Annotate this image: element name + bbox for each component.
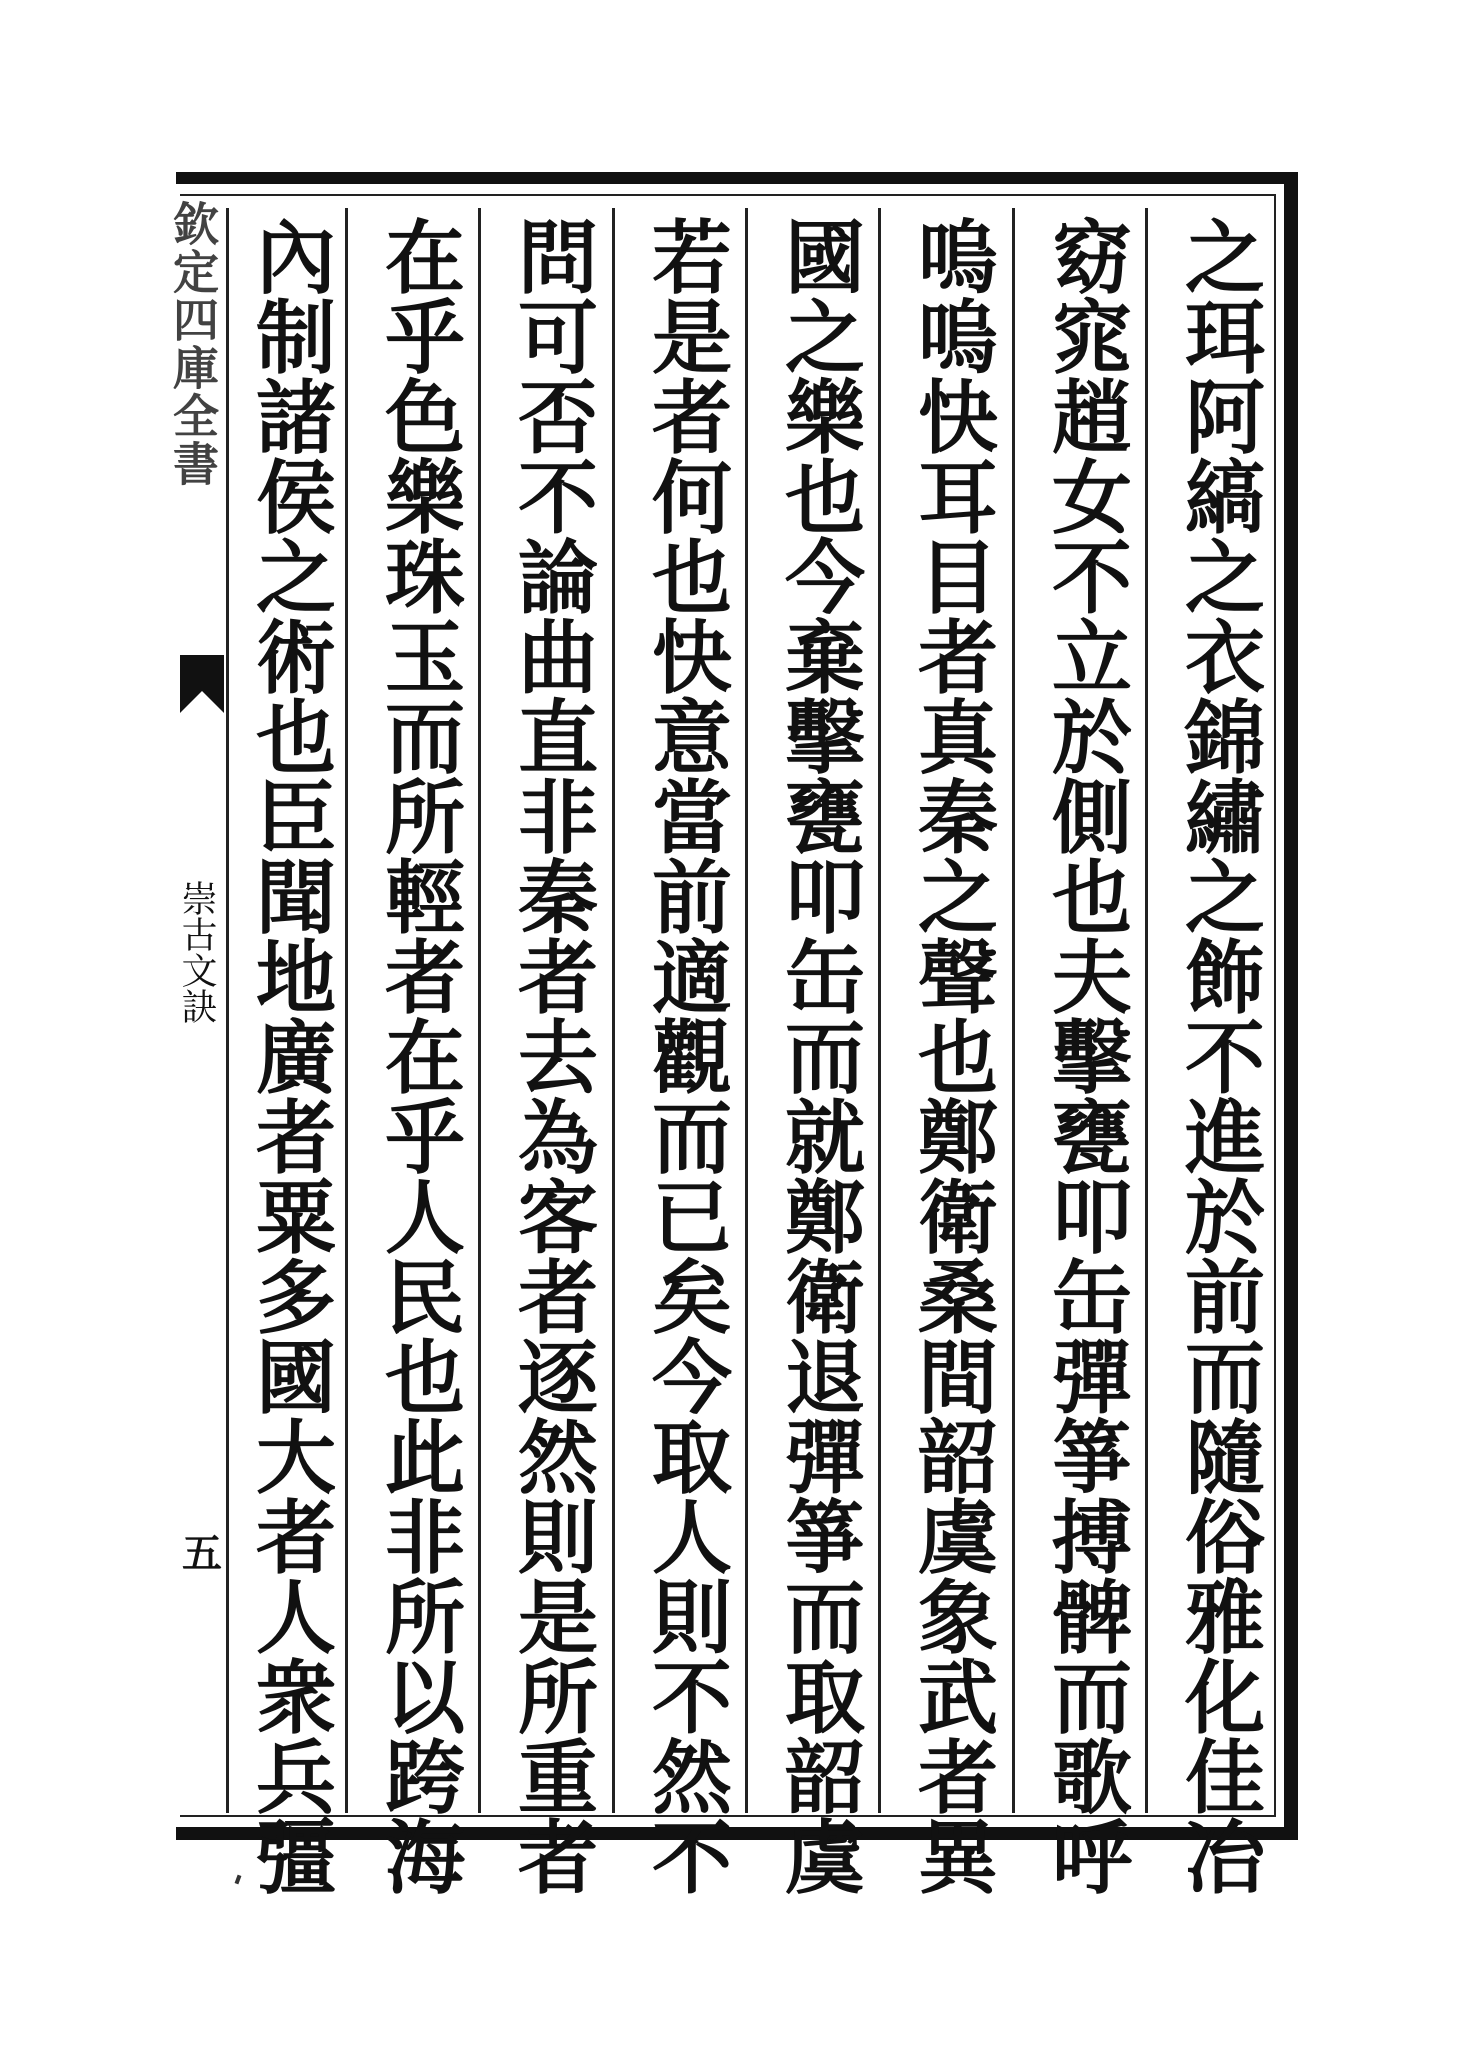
glyph: 樂	[785, 371, 865, 465]
glyph: 箏	[1052, 1411, 1132, 1505]
glyph: 者	[256, 1091, 336, 1185]
glyph: 人	[256, 1571, 336, 1665]
glyph: 前	[1185, 1251, 1265, 1345]
glyph: 趙	[1052, 371, 1132, 465]
glyph: 俗	[1185, 1491, 1265, 1585]
glyph: 人	[652, 1491, 732, 1585]
glyph: 快	[918, 371, 998, 465]
glyph: 搏	[1052, 1491, 1132, 1585]
glyph: 以	[385, 1651, 465, 1745]
glyph: 彈	[785, 1411, 865, 1505]
glyph: 者	[518, 1251, 598, 1345]
glyph: 隨	[1185, 1411, 1265, 1505]
glyph: 此	[385, 1411, 465, 1505]
glyph: 飾	[1185, 931, 1265, 1025]
glyph: 叩	[785, 851, 865, 945]
glyph: 不	[1185, 1011, 1265, 1105]
glyph: 耳	[918, 451, 998, 545]
glyph: 而	[785, 1571, 865, 1665]
glyph: 去	[518, 1011, 598, 1105]
glyph: 鄭	[918, 1091, 998, 1185]
glyph: 輕	[385, 851, 465, 945]
glyph: 矣	[652, 1251, 732, 1345]
glyph: 不	[652, 1651, 732, 1745]
glyph: 廣	[256, 1011, 336, 1105]
glyph: 嗚	[918, 291, 998, 385]
glyph: 夫	[1052, 931, 1132, 1025]
glyph: 也	[385, 1331, 465, 1425]
glyph: 不	[652, 1811, 732, 1905]
glyph: 聞	[256, 851, 336, 945]
glyph: 桑	[918, 1251, 998, 1345]
glyph: 箏	[785, 1491, 865, 1585]
glyph: 就	[785, 1091, 865, 1185]
text-column	[498, 211, 618, 1905]
glyph: 則	[518, 1491, 598, 1585]
glyph: 目	[918, 531, 998, 625]
glyph: 今	[785, 531, 865, 625]
glyph: 雅	[1185, 1571, 1265, 1665]
glyph: 衣	[1185, 611, 1265, 705]
glyph: 擊	[1052, 1011, 1132, 1105]
glyph: 術	[256, 611, 336, 705]
glyph: 樂	[385, 451, 465, 545]
glyph: 之	[1185, 851, 1265, 945]
glyph: 所	[518, 1651, 598, 1745]
glyph: 者	[256, 1491, 336, 1585]
glyph: 問	[518, 211, 598, 305]
book-title: 欽定四庫全書	[166, 200, 220, 488]
glyph: 真	[918, 691, 998, 785]
glyph: 所	[385, 771, 465, 865]
glyph: 也	[918, 1011, 998, 1105]
glyph: 於	[1052, 691, 1132, 785]
glyph: 縞	[1185, 451, 1265, 545]
glyph: 武	[918, 1651, 998, 1745]
glyph: 之	[918, 851, 998, 945]
glyph: 觀	[652, 1011, 732, 1105]
glyph: 乎	[385, 1091, 465, 1185]
glyph: 也	[785, 451, 865, 545]
column-rule	[226, 208, 229, 1813]
glyph: 然	[518, 1411, 598, 1505]
glyph: 窈	[1052, 211, 1132, 305]
glyph: 曲	[518, 611, 598, 705]
glyph: 彊	[256, 1811, 336, 1905]
glyph: 側	[1052, 771, 1132, 865]
glyph: 者	[918, 611, 998, 705]
page-number: 五	[182, 1530, 222, 1577]
glyph: 進	[1185, 1091, 1265, 1185]
glyph: 意	[652, 691, 732, 785]
glyph: 髀	[1052, 1571, 1132, 1665]
glyph: 立	[1052, 611, 1132, 705]
glyph: 粟	[256, 1171, 336, 1265]
glyph: 不	[518, 451, 598, 545]
glyph: 之	[785, 291, 865, 385]
text-column	[765, 211, 885, 1905]
glyph: 人	[385, 1171, 465, 1265]
glyph: 虞	[918, 1491, 998, 1585]
glyph: 呼	[1052, 1811, 1132, 1905]
glyph: 諸	[256, 371, 336, 465]
glyph: 間	[918, 1331, 998, 1425]
glyph: 已	[652, 1171, 732, 1265]
glyph: 乎	[385, 291, 465, 385]
glyph: 取	[785, 1651, 865, 1745]
glyph: 制	[256, 291, 336, 385]
text-column	[1165, 211, 1285, 1905]
glyph: 直	[518, 691, 598, 785]
glyph: 內	[256, 211, 336, 305]
glyph: 當	[652, 771, 732, 865]
glyph: 為	[518, 1091, 598, 1185]
ink-speck	[235, 1875, 242, 1885]
glyph: 衛	[785, 1251, 865, 1345]
glyph: 而	[652, 1091, 732, 1185]
glyph: 者	[385, 931, 465, 1025]
glyph: 多	[256, 1251, 336, 1345]
glyph: 也	[652, 531, 732, 625]
glyph: 非	[518, 771, 598, 865]
text-column	[1032, 211, 1152, 1905]
glyph: 叩	[1052, 1171, 1132, 1265]
glyph: 重	[518, 1731, 598, 1825]
glyph: 甕	[785, 771, 865, 865]
glyph: 棄	[785, 611, 865, 705]
glyph: 彈	[1052, 1331, 1132, 1425]
glyph: 象	[918, 1571, 998, 1665]
glyph: 色	[385, 371, 465, 465]
glyph: 而	[1052, 1651, 1132, 1745]
glyph: 缶	[785, 931, 865, 1025]
glyph: 者	[652, 371, 732, 465]
glyph: 所	[385, 1571, 465, 1665]
glyph: 衛	[918, 1171, 998, 1265]
section-title: 崇古文訣	[176, 880, 217, 1024]
glyph: 地	[256, 931, 336, 1025]
glyph: 在	[385, 211, 465, 305]
glyph: 女	[1052, 451, 1132, 545]
glyph: 客	[518, 1171, 598, 1265]
glyph: 不	[1052, 531, 1132, 625]
glyph: 者	[918, 1731, 998, 1825]
glyph: 論	[518, 531, 598, 625]
glyph: 珠	[385, 531, 465, 625]
glyph: 何	[652, 451, 732, 545]
glyph: 非	[385, 1491, 465, 1585]
glyph: 鄭	[785, 1171, 865, 1265]
text-column	[365, 211, 485, 1905]
glyph: 秦	[918, 771, 998, 865]
glyph: 前	[652, 851, 732, 945]
glyph: 海	[385, 1811, 465, 1905]
glyph: 今	[652, 1331, 732, 1425]
glyph: 冶	[1185, 1811, 1265, 1905]
glyph: 國	[256, 1331, 336, 1425]
glyph: 擊	[785, 691, 865, 785]
glyph: 則	[652, 1571, 732, 1665]
glyph: 臣	[256, 771, 336, 865]
glyph: 韶	[918, 1411, 998, 1505]
glyph: 也	[256, 691, 336, 785]
glyph: 虞	[785, 1811, 865, 1905]
glyph: 阿	[1185, 371, 1265, 465]
glyph: 之	[1185, 211, 1265, 305]
glyph: 逐	[518, 1331, 598, 1425]
glyph: 而	[785, 1011, 865, 1105]
glyph: 適	[652, 931, 732, 1025]
glyph: 歌	[1052, 1731, 1132, 1825]
glyph: 然	[652, 1731, 732, 1825]
glyph: 民	[385, 1251, 465, 1345]
glyph: 侯	[256, 451, 336, 545]
glyph: 而	[1185, 1331, 1265, 1425]
glyph: 者	[518, 931, 598, 1025]
glyph: 玉	[385, 611, 465, 705]
glyph: 快	[652, 611, 732, 705]
glyph: 是	[518, 1571, 598, 1665]
glyph: 錦	[1185, 691, 1265, 785]
glyph: 異	[918, 1811, 998, 1905]
glyph: 跨	[385, 1731, 465, 1825]
text-column	[632, 211, 752, 1905]
text-column	[898, 211, 1018, 1905]
text-column	[236, 211, 356, 1905]
glyph: 退	[785, 1331, 865, 1425]
glyph: 兵	[256, 1731, 336, 1825]
glyph: 在	[385, 1011, 465, 1105]
glyph: 取	[652, 1411, 732, 1505]
glyph: 韶	[785, 1731, 865, 1825]
glyph: 佳	[1185, 1731, 1265, 1825]
glyph: 聲	[918, 931, 998, 1025]
glyph: 窕	[1052, 291, 1132, 385]
glyph: 於	[1185, 1171, 1265, 1265]
glyph: 甕	[1052, 1091, 1132, 1185]
glyph: 是	[652, 291, 732, 385]
glyph: 大	[256, 1411, 336, 1505]
glyph: 嗚	[918, 211, 998, 305]
glyph: 化	[1185, 1651, 1265, 1745]
glyph: 之	[256, 531, 336, 625]
glyph: 繡	[1185, 771, 1265, 865]
glyph: 缶	[1052, 1251, 1132, 1345]
glyph: 若	[652, 211, 732, 305]
glyph: 國	[785, 211, 865, 305]
glyph: 珥	[1185, 291, 1265, 385]
glyph: 而	[385, 691, 465, 785]
glyph: 衆	[256, 1651, 336, 1745]
glyph: 秦	[518, 851, 598, 945]
glyph: 也	[1052, 851, 1132, 945]
glyph: 者	[518, 1811, 598, 1905]
glyph: 可	[518, 291, 598, 385]
glyph: 之	[1185, 531, 1265, 625]
glyph: 否	[518, 371, 598, 465]
